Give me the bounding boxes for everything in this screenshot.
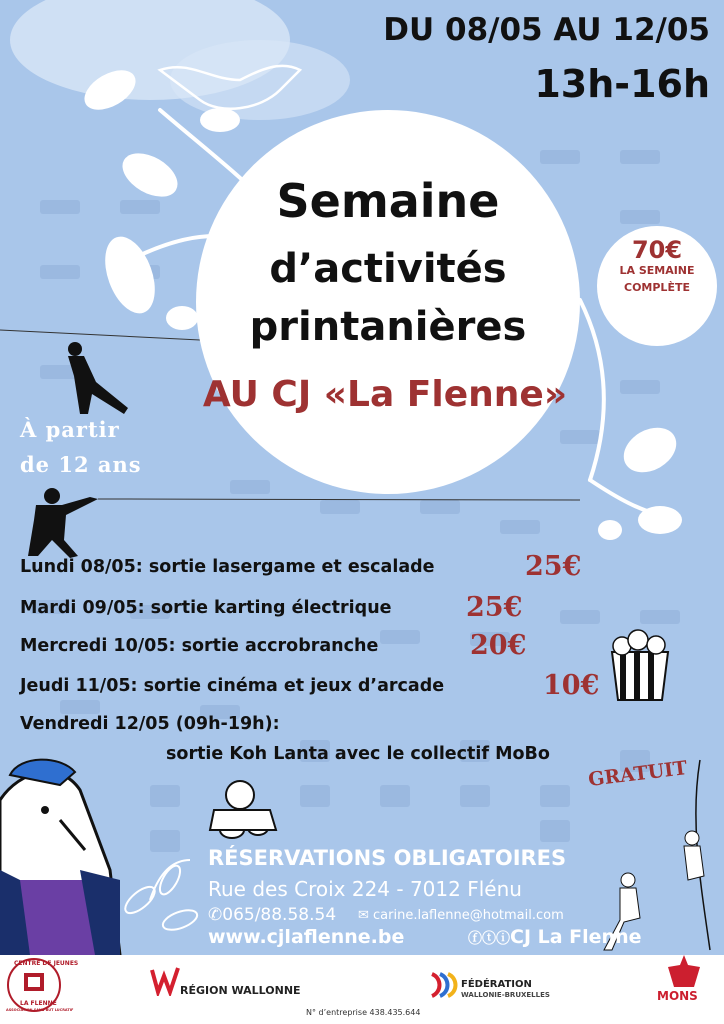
schedule-friday: Vendredi 12/05 (09h-19h): (20, 714, 280, 734)
price-badge-amount: 70€ (631, 236, 683, 264)
federation-label: FÉDÉRATION (461, 979, 532, 990)
age-line-1: À partir (20, 417, 120, 442)
social-icons: ⓕⓣⓘ (468, 931, 510, 947)
title-line-1: Semaine (276, 174, 500, 228)
price-badge-line-2: COMPLÈTE (624, 281, 690, 294)
mons-logo-icon (664, 953, 704, 989)
title-circle (196, 110, 580, 494)
phone-number[interactable]: ✆065/88.58.54 (208, 905, 337, 925)
website-link[interactable]: www.cjlaflenne.be (208, 926, 405, 948)
schedule-tuesday: Mardi 09/05: sortie karting électrique (20, 598, 392, 618)
reservations-title: RÉSERVATIONS OBLIGATOIRES (208, 846, 567, 870)
venue-name: AU CJ «La Flenne» (202, 374, 568, 415)
address: Rue des Croix 224 - 7012 Flénu (208, 877, 522, 901)
schedule-wednesday: Mercredi 10/05: sortie accrobranche (20, 636, 379, 656)
social-media[interactable]: ⓕⓣⓘCJ La Flenne (468, 926, 642, 948)
price-monday: 25€ (525, 551, 582, 582)
region-wallonne-label: RÉGION WALLONNE (180, 984, 301, 997)
cj-logo-text: CENTRE DE JEUNES (14, 960, 79, 967)
opening-hours: 13h-16h (534, 62, 710, 106)
price-wednesday: 20€ (470, 630, 527, 661)
price-friday: GRATUIT (587, 757, 689, 791)
mons-label: MONS (657, 989, 698, 1003)
federation-sub-label: WALLONIE-BRUXELLES (461, 991, 550, 999)
title-line-3: printanières (249, 304, 527, 350)
price-thursday: 10€ (543, 670, 600, 701)
schedule-thursday: Jeudi 11/05: sortie cinéma et jeux d’arcade (20, 676, 445, 696)
federation-logo-icon (428, 970, 458, 1000)
cj-logo-assoc: ASSOCIATION SANS BUT LUCRATIF (6, 1008, 74, 1012)
email-icon: ✉ (358, 908, 374, 923)
price-badge-line-1: LA SEMAINE (619, 264, 695, 277)
schedule-monday: Lundi 08/05: sortie lasergame et escalade (20, 557, 435, 577)
enterprise-number: N° d’entreprise 438.435.644 (306, 1008, 421, 1017)
title-line-2: d’activités (269, 246, 507, 292)
email-address[interactable]: ✉ carine.laflenne@hotmail.com (358, 908, 564, 923)
price-tuesday: 25€ (466, 592, 523, 623)
cj-logo-sub: LA FLENNE (20, 1000, 57, 1007)
phone-icon: ✆ (208, 905, 223, 925)
region-wallonne-logo-icon (150, 966, 180, 996)
schedule-friday-activity: sortie Koh Lanta avec le collectif MoBo (166, 744, 550, 764)
age-line-2: de 12 ans (20, 452, 142, 477)
date-range: DU 08/05 AU 12/05 (383, 12, 710, 48)
